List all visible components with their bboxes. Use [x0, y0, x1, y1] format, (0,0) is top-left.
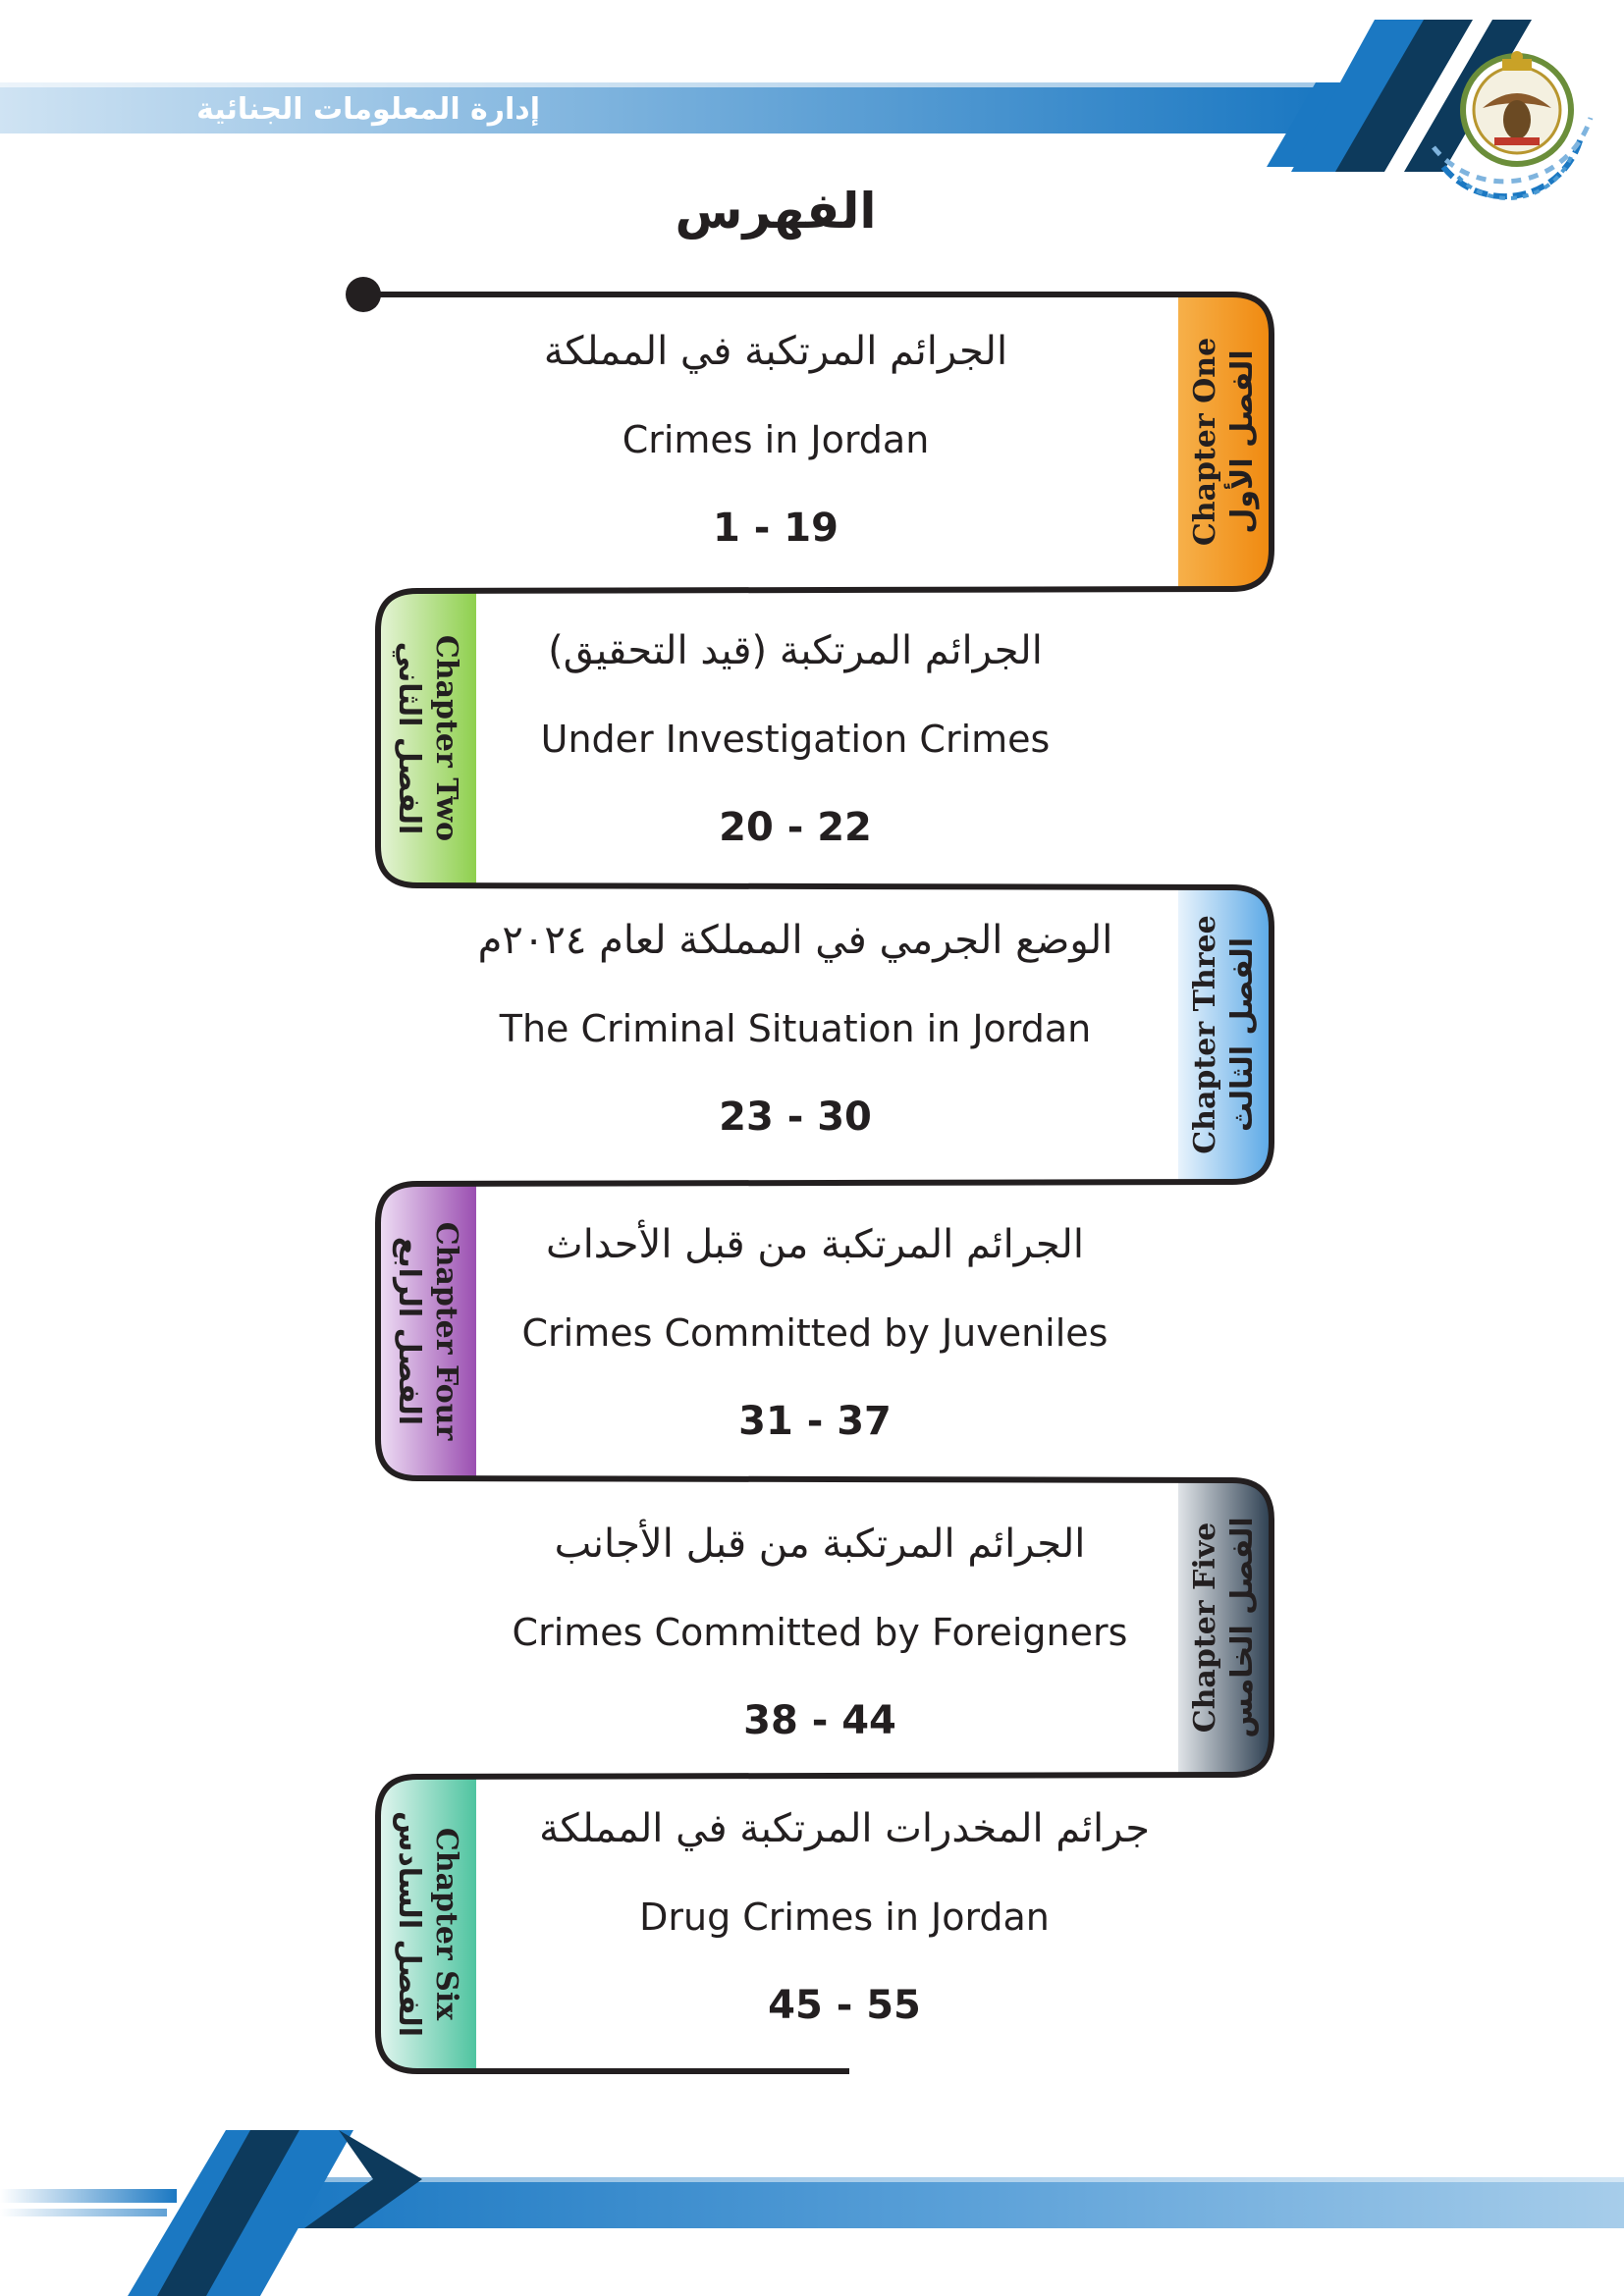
chapter-title-ar: الجرائم المرتكبة في المملكة: [543, 329, 1008, 374]
chapter-1-tab: Chapter One الفصل الأول: [1188, 337, 1260, 547]
chapter-title-en: Drug Crimes in Jordan: [639, 1896, 1050, 1939]
chapter-1-entry[interactable]: [432, 324, 1119, 556]
chapter-title-en: Crimes in Jordan: [622, 418, 930, 461]
chapter-6-entry[interactable]: [471, 1801, 1218, 2033]
chapter-2-tab: Chapter Two الفصل الثاني: [392, 634, 463, 842]
chapter-title-ar: جرائم المخدرات المرتكبة في المملكة: [539, 1806, 1150, 1851]
chapter-pages: 23 - 30: [719, 1095, 872, 1140]
toc-title: الفهرس: [675, 183, 877, 240]
chapter-3-entry[interactable]: [422, 913, 1168, 1145]
chapter-6-tab: Chapter Six الفصل السادس: [392, 1810, 463, 2038]
chapter-pages: 31 - 37: [738, 1399, 892, 1444]
chapter-title-en: Under Investigation Crimes: [540, 718, 1051, 761]
chapter-title-en: Crimes Committed by Juveniles: [521, 1311, 1109, 1355]
chapter-title-en: The Criminal Situation in Jordan: [499, 1007, 1092, 1050]
chapter-4-tab: Chapter Four الفصل الرابع: [392, 1221, 463, 1441]
department-name: إدارة المعلومات الجنائية: [196, 92, 540, 127]
chapter-title-en: Crimes Committed by Foreigners: [512, 1611, 1128, 1654]
chapter-title-ar: الجرائم المرتكبة من قبل الأجانب: [554, 1522, 1086, 1567]
chapter-5-entry[interactable]: [461, 1517, 1178, 1748]
chapter-pages: 1 - 19: [713, 506, 839, 551]
chapter-pages: 38 - 44: [743, 1698, 896, 1743]
chapter-title-ar: الجرائم المرتكبة من قبل الأحداث: [546, 1222, 1084, 1267]
chapter-5-tab: Chapter Five الفصل الخامس: [1188, 1517, 1260, 1738]
footer-band: [0, 2120, 1624, 2296]
chapter-title-ar: الوضع الجرمي في المملكة لعام ٢٠٢٤م: [477, 918, 1113, 963]
chapter-pages: 20 - 22: [719, 805, 872, 850]
chapter-title-ar: الجرائم المرتكبة (قيد التحقيق): [548, 628, 1043, 673]
chapter-3-tab: Chapter Three الفصل الثالث: [1188, 915, 1260, 1154]
chapter-pages: 45 - 55: [768, 1983, 921, 2028]
chapter-4-entry[interactable]: [471, 1217, 1159, 1449]
chapter-2-entry[interactable]: [471, 623, 1119, 855]
